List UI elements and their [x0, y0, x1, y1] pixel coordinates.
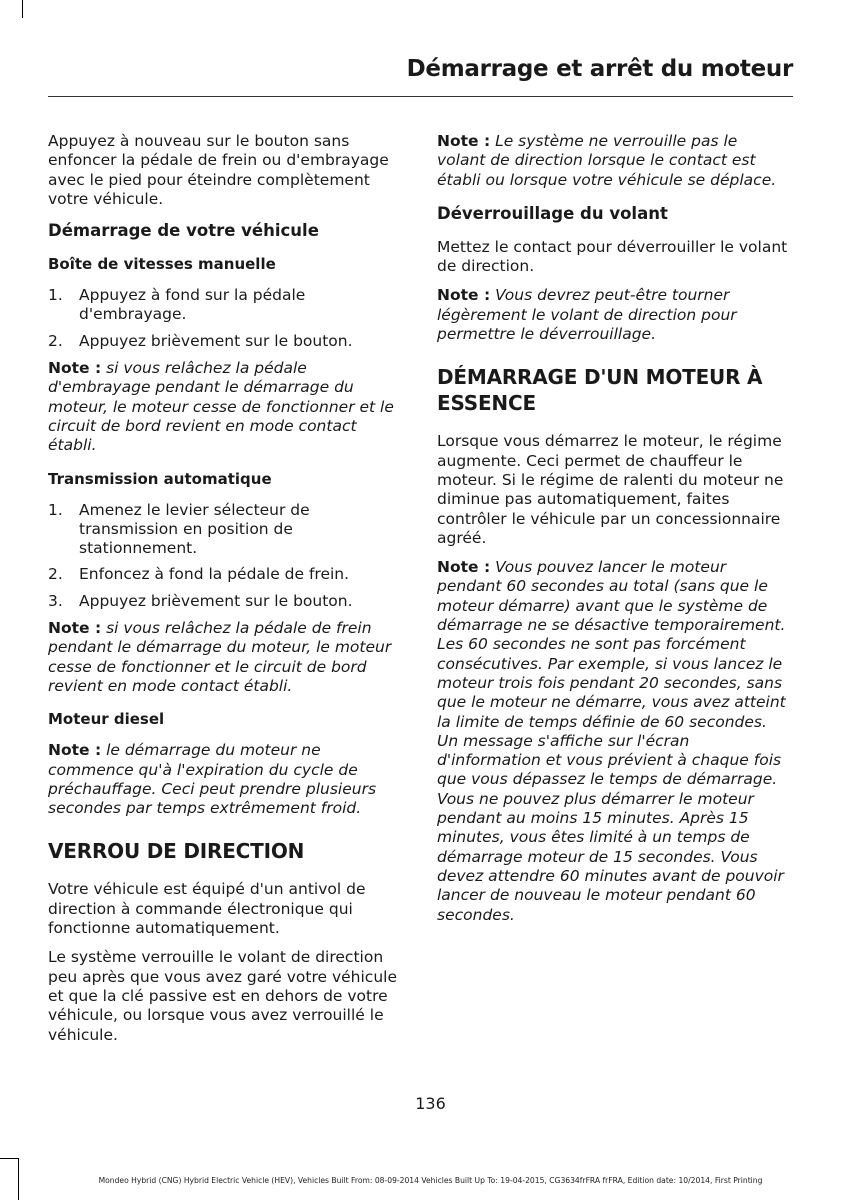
- step-text: Appuyez brièvement sur le bouton.: [79, 331, 353, 350]
- list-item: [48, 592, 402, 611]
- auto-steps-list: [48, 501, 402, 611]
- petrol-start-paragraph: Lorsque vous démarrez le moteur, le régime augmente. Ceci permet de chauffeur le moteur. Si le régime de ralenti du moteur ne diminue pas automatiquement, faites contrôler le véhicule par un concessionnaire agréé.: [437, 432, 784, 547]
- note-text: Vous devrez peut-être tourner légèrement le volant de direction pour permettre le déverrouillage.: [437, 286, 737, 344]
- note-text: Vous pouvez lancer le moteur pendant 60 secondes au total (sans que le moteur démarre) avant que le système de démarrage ne se désactive temporairement. Les 60 secondes ne sont pas forcément consécutives. Par exemple, si vous lancez le moteur trois fois pendant 20 secondes, sans que le moteur ne démarre, vous avez atteint la limite de temps définie de 60 secondes. Un message s'affiche sur l'écran d'information et vous prévient à chaque fois que vous dépassez le temps de démarrage. Vous ne pouvez plus démarrer le moteur pendant au moins 15 minutes. Après 15 minutes, vous êtes limité à un temps de démarrage moteur de 15 secondes. Vous devez attendre 60 minutes avant de pouvoir lancer de nouveau le moteur pendant 60 secondes.: [437, 558, 786, 924]
- intro-paragraph: Appuyez à nouveau sur le bouton sans enfoncer la pédale de frein ou d'embrayage avec le pied pour éteindre complètement votre véhicule.: [48, 132, 389, 208]
- heading-manual-gearbox: Boîte de vitesses manuelle: [48, 255, 276, 274]
- note-label: Note :: [48, 359, 102, 378]
- note-text: Le système ne verrouille pas le volant de direction lorsque le contact est établi ou lorsque votre véhicule se déplace.: [437, 132, 777, 189]
- crop-mark-top-left-v: [22, 0, 23, 18]
- header-divider: [48, 96, 793, 97]
- note-text: si vous relâchez la pédale de frein pendant le démarrage du moteur, le moteur cesse de fonctionner et le circuit de bord revient en mode contact établi.: [48, 619, 392, 695]
- step-number: 2.: [48, 565, 63, 584]
- step-text: Appuyez brièvement sur le bouton.: [79, 591, 353, 610]
- heading-starting-vehicle: Démarrage de votre véhicule: [48, 221, 319, 241]
- page-title: Démarrage et arrêt du moteur: [406, 56, 793, 82]
- note-label: Note :: [437, 286, 491, 305]
- heading-automatic-transmission: Transmission automatique: [48, 469, 272, 488]
- step-number: 2.: [48, 331, 63, 350]
- heading-unlocking-steering: Déverrouillage du volant: [437, 203, 668, 223]
- list-item: [48, 565, 402, 584]
- note-diesel: [48, 741, 402, 818]
- note-manual: [48, 359, 402, 455]
- steering-lock-paragraph-2: Le système verrouille le volant de direction peu après que vous avez garé votre véhicule et que la clé passive est en dehors de votre véhicule, ou lorsque vous avez verrouillé le véhicule.: [48, 948, 397, 1044]
- note-label: Note :: [48, 741, 102, 760]
- step-number: 1.: [48, 286, 63, 305]
- note-steering-lock: [437, 132, 789, 190]
- note-automatic: [48, 619, 402, 696]
- unlock-paragraph: Mettez le contact pour déverrouiller le volant de direction.: [437, 237, 788, 276]
- heading-diesel-engine: Moteur diesel: [48, 710, 165, 729]
- note-text: si vous relâchez la pédale d'embrayage pendant le démarrage du moteur, le moteur cesse de fonctionner et le circuit de bord revient en mode contact établi.: [48, 359, 394, 455]
- list-item: [48, 332, 402, 351]
- list-item: [48, 286, 402, 325]
- list-item: [48, 501, 402, 559]
- footer-text: Mondeo Hybrid (CNG) Hybrid Electric Vehicle (HEV), Vehicles Built From: 08-09-2014 Vehicles Built Up To: 19-04-2015, CG3634frFRA frFRA, Edition date: 10/2014, First Printing: [98, 1176, 763, 1185]
- step-text: Appuyez à fond sur la pédale d'embrayage.: [79, 286, 306, 324]
- note-unlock: [437, 286, 789, 344]
- page-number: 136: [415, 1094, 446, 1113]
- right-column: [437, 132, 789, 939]
- heading-steering-lock: VERROU DE DIRECTION: [48, 839, 305, 864]
- step-text: Enfoncez à fond la pédale de frein.: [79, 565, 350, 584]
- left-column: [48, 132, 402, 1055]
- steering-lock-paragraph-1: Votre véhicule est équipé d'un antivol de direction à commande électronique qui fonctionne automatiquement.: [48, 880, 366, 938]
- crop-mark-bottom-left-h: [0, 1158, 18, 1159]
- manual-steps-list: [48, 286, 402, 351]
- step-number: 3.: [48, 591, 63, 610]
- step-number: 1.: [48, 500, 63, 519]
- note-petrol-start: [437, 558, 789, 925]
- note-text: le démarrage du moteur ne commence qu'à l'expiration du cycle de préchauffage. Ceci peut prendre plusieurs secondes par temps extrêmement froid.: [48, 741, 377, 818]
- heading-petrol-engine-start: DÉMARRAGE D'UN MOTEUR À ESSENCE: [437, 365, 763, 416]
- note-label: Note :: [437, 558, 491, 577]
- note-label: Note :: [437, 132, 491, 150]
- note-label: Note :: [48, 619, 102, 638]
- step-text: Amenez le levier sélecteur de transmission en position de stationnement.: [79, 500, 310, 558]
